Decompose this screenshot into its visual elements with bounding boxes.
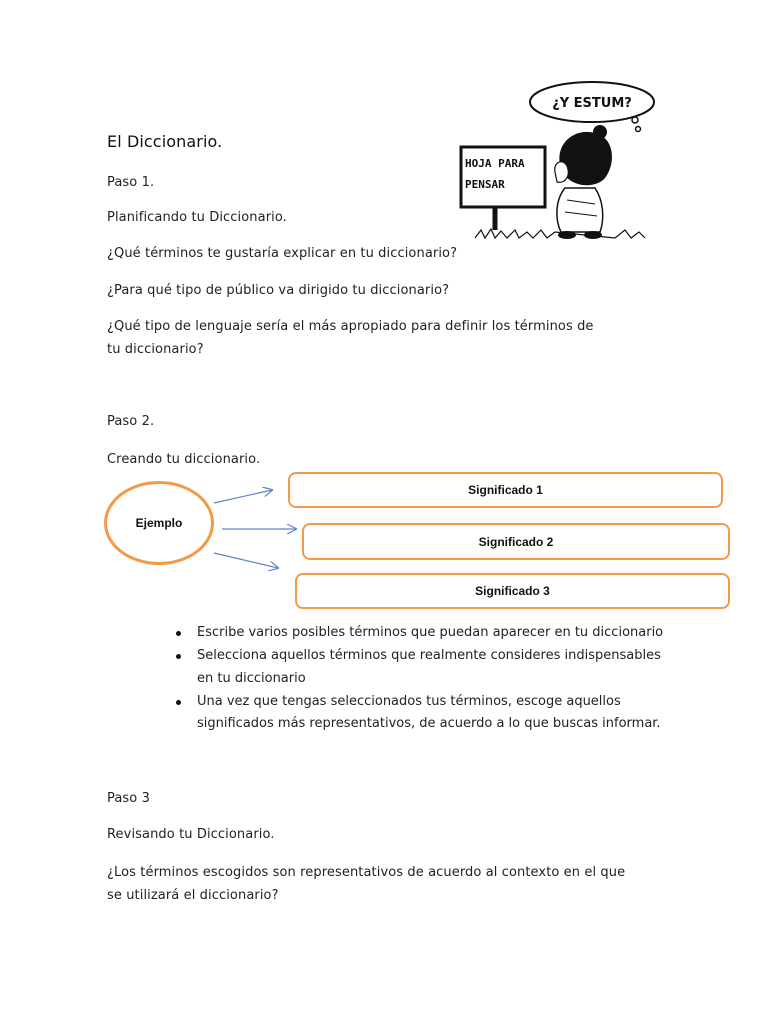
bullet-icon [176,654,181,659]
paso2-heading: Paso 2. [107,414,155,429]
paso3-question-1: ¿Los términos escogidos son representativos de acuerdo al contexto en el que se utilizará el diccionario? [107,865,626,903]
paso3-heading: Paso 3 [107,791,150,806]
list-item: Una vez que tengas seleccionados tus términos, escoge aquellos significados más representativos, de acuerdo a lo que buscas informar. [176,691,666,736]
meaning-box-3 [295,573,730,609]
bullet-icon [176,631,181,636]
paso1-heading: Paso 1. [107,175,155,190]
bullet-icon [176,700,181,705]
arrow-3 [214,553,278,568]
meaning-label-1: Significado 1 [468,483,543,497]
paso3-subtitle: Revisando tu Diccionario. [107,827,275,842]
paso1-subtitle: Planificando tu Diccionario. [107,210,287,225]
paso1-question-3: ¿Qué tipo de lenguaje sería el más apropiado para definir los términos de tu diccionario? [107,319,594,357]
bubble-text: ¿Y ESTUM? [552,96,632,111]
meaning-box-2 [302,523,730,560]
sign-text-line2: PENSAR [465,178,505,191]
page-title: El Diccionario. [107,132,223,151]
meaning-label-2: Significado 2 [478,534,554,549]
paso1-question-2: ¿Para qué tipo de público va dirigido tu diccionario? [107,283,450,298]
thinking-girl-illustration [455,80,655,250]
meaning-label-3: Significado 3 [475,584,550,598]
paso2-bullet-list [176,622,666,736]
meaning-box-1 [288,472,723,508]
concept-label: Ejemplo [135,516,183,530]
list-item: Escribe varios posibles términos que puedan aparecer en tu diccionario [176,622,666,645]
paso2-subtitle: Creando tu diccionario. [107,452,261,467]
arrow-1 [214,490,272,503]
sign-text-line1: HOJA PARA [465,157,525,170]
list-item: Selecciona aquellos términos que realmente consideres indispensables en tu diccionario [176,645,666,690]
paso1-question-1: ¿Qué términos te gustaría explicar en tu diccionario? [107,246,458,261]
concept-ellipse [104,481,214,565]
